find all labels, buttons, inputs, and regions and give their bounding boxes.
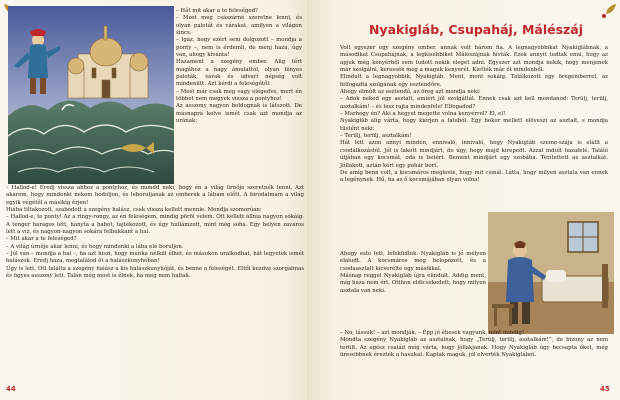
paragraph: Mondta szegény Nyakigláb az asztalnak, hogy „Terülj, terülj, asztalkám!”, de bizony az nem terült. Az egész család még várta, hogy jóllakjanak. Hogy Nyakigláb úgy becsapta őket, még üresebbnek érezték a hasukat. Kaptak maguk, jól elverték Nyakiglábot. (340, 337, 608, 359)
paragraph: Ahogy elmúlt az esztendő, az öreg azt mondja neki: (340, 89, 481, 96)
paragraph: – Terülj, terülj, asztalkám! (340, 133, 412, 140)
paragraph: Hiába tiltakozott, szabódott a szegény halász, csak vissza kellett mennie. Mondja szomorúan: (6, 207, 262, 214)
paragraph: – Hát mit akar a te feleséged? (176, 8, 258, 14)
paragraph: – No, lássuk! – azt mondják. – Épp jó éhesek vagyunk, mint mindig! (340, 330, 525, 336)
illustration-nyakiglab-room (488, 212, 614, 334)
page-number-left: 44 (6, 385, 16, 393)
paragraph: Az asszony nagyon boldognak is látszott. De másnapra kelve ismét csak azt mondja az urának: (176, 103, 302, 125)
paragraph: Volt egyszer egy szegény ember, annak volt három fia. A legnagyobbikat Nyakiglábnak, a másodikat Csupahájnak, a legkisebbiket Málészájnak hívták. Ezek annyit tudtak enni, hogy az apjuk még kenyérből sem tudott nekik eleget adni. Egyszer azt mondja nekik, hogy menjenek már szolgálni, keressék meg a maguk kenyerét. Kiették már őt mindenből. (340, 45, 608, 74)
illustration-fisherman-sea (8, 6, 174, 184)
paragraph: – A világ úrnője akar lenni, és hogy mindenki a lába elé boruljon. (6, 243, 184, 250)
right-page-wrapped-text (340, 251, 486, 295)
paragraph: – Hallod-e, te ponty! Az a ringy-rongy, az én feleségem, mindig pöröl velem. Ott kellett állnia nagyon sokáig. A tenger haragos lett, hányta a habot, tajtékozott, és úgy hullámzott, mint még soha. Egy helyen zavaros lett a víz, és nagyon-nagyon sokára felbukkant a hal. (6, 214, 304, 236)
paragraph: Úgy is lett. Ott találta a szegény halász a kis halászkunyhóját, és benne a feleségét. Ettől kezdve szorgalmas és ügyes asszony lett. Talán még most is élnek, ha meg nem haltak. (6, 265, 304, 280)
paragraph: Hát lett azon annyi minden, ennivaló, innivaló, hogy Nyakigláb szeme-szája is elállt a csodálkozástól. Jól is lakott mindjárt, de úgy, hogy majd kirepedt. Azzal indult hazafelé. Találó útjában egy kocsmát, oda is betért. Bement mindjárt egy szobába. Terítettett az asztalkát. Jóllakott, aztán kért egy pohár bort. (340, 140, 608, 169)
left-page-full-text (6, 185, 304, 280)
story-title: Nyakigláb, Csupaháj, Málészáj (368, 22, 584, 37)
paragraph: – Adok neked egy asztalt, amiért jól szolgáltál. Ennek csak azt kell mondanod: Terülj, terülj, asztalkám! – és lesz rajta mindenféle! Elfogadod? (340, 96, 608, 110)
paragraph: – Marhogy én? Aki a hegyet megette volna kenyérrel? El, el! (340, 111, 506, 118)
paragraph: – Mit akar a te feleséged? (6, 236, 77, 243)
paragraph: De amíg benn volt, a kocsmáros megleste, hogy mit csinál. Látta, hogy milyen asztala van ennek a legénynek. Hű, ha az ő kocsmájában olyan volna! (340, 169, 608, 184)
paragraph: Másnap reggel Nyakigláb újra elindult. Addig ment, míg haza nem ért. Otthon eldicsekedett, hogy milyen asztala van neki. (340, 273, 486, 294)
right-page-top-text (340, 45, 608, 185)
left-page-column-text (176, 8, 302, 126)
paragraph: – Jól van – mondja a hal –, ha azt hiszi, hogy munka nélkül élhet, és másokon uralkodhat, hát legyetek ismét halászok. Eredj haza, megtalálod őt a halászkunyhóban! (6, 251, 304, 265)
paragraph: Hazament a szegény ember. Alig tért magához a nagy ámulattól, olyan fényes paloták, várak és udvari népség volt mindenütt. Azt kérdi a feleségétől: (176, 59, 302, 88)
paragraph: Nyakigláb alig várta, hogy kiérjen a faluból. Egy bokor mellett elöveszi az asztalt, s mondja tüstént neki: (340, 118, 608, 132)
right-page-bottom-text (340, 330, 608, 359)
paragraph: – Igaz, hogy ezért sem dolgozott – mondja a ponty –, nem is érdemli, de menj haza, úgy van, ahogy kívánta! (176, 37, 302, 59)
paragraph: – Most már csak meg vagy elégedve, mert én többet nem megyek vissza a pontyhoz! (176, 88, 302, 103)
paragraph: – Most meg császárné szeretne lenni, és olyan palotát és várakat, amilyen a világon sincs. (176, 15, 302, 37)
paragraph: Elindult a legnagyobbik, Nyakigláb. Ment, ment sokáig. Találkozott egy öregemberrel, az felfogadta szolgának egy esztendőre. (340, 74, 608, 88)
paragraph: Ahogy este lett, lefeküdtek. Nyakigláb is jó mélyen elaludt. A kocsmáros meg belopózott, és a csodaasztalt kicserélte egy másikkal. (340, 251, 486, 272)
page-number-right: 45 (600, 385, 610, 393)
paragraph: – Hallod-e! Eredj vissza ahhoz a pontyhoz, és mondd neki, hogy én a világ ürnője szeretnék lenni. Azt akarom, hogy mindenki nekem hódoljon, és leboruljanak az emberek a lábam előtt. A birodalmam a világ egyik végétől a másikig érjen! (6, 185, 304, 206)
corner-ornament-icon (596, 2, 618, 24)
